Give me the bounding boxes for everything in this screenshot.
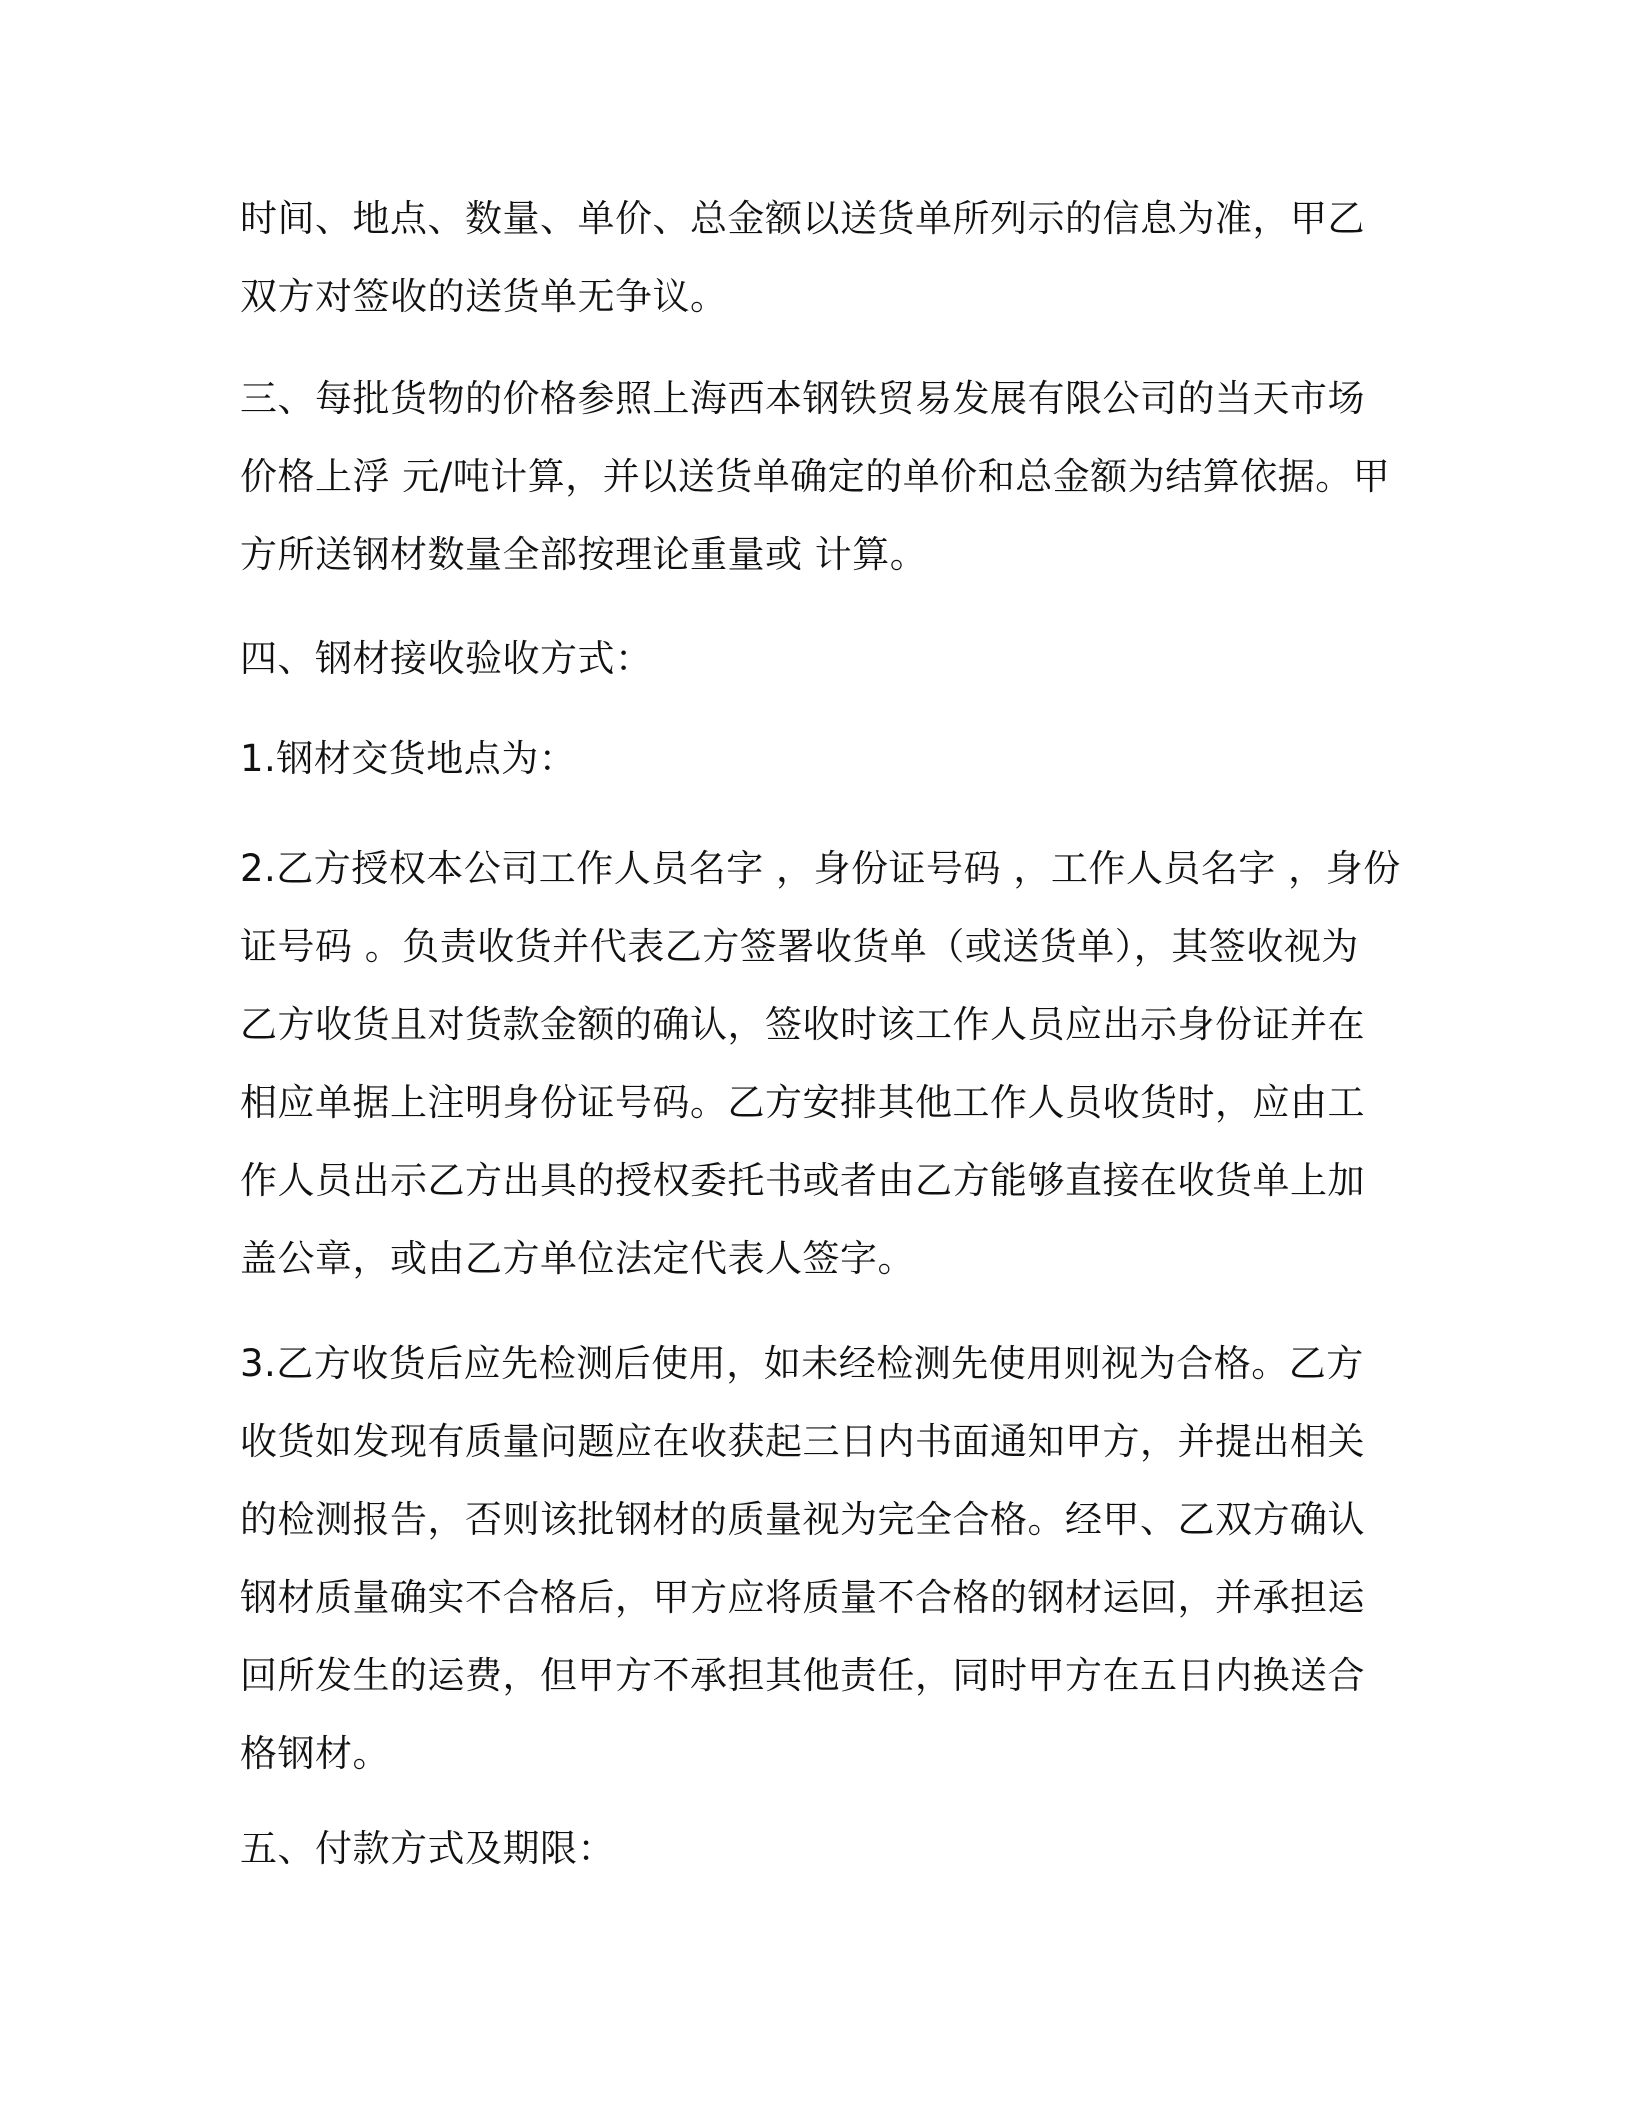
text-line: 时间、地点、数量、单价、总金额以送货单所列示的信息为准，甲乙 bbox=[240, 197, 1365, 240]
clause-4-2 bbox=[240, 830, 1401, 1298]
text-line: 盖公章，或由乙方单位法定代表人签字。 bbox=[240, 1237, 915, 1280]
clause-4-3 bbox=[240, 1325, 1380, 1793]
text-line: 价格上浮 元/吨计算，并以送货单确定的单价和总金额为结算依据。甲 bbox=[240, 455, 1391, 498]
text-line: 2.乙方授权本公司工作人员名字 ，身份证号码 ，工作人员名字 ，身份 bbox=[240, 847, 1401, 890]
paragraph-section-3-pricing bbox=[240, 360, 1391, 594]
paragraph-delivery-info bbox=[240, 180, 1380, 336]
text-line: 相应单据上注明身份证号码。乙方安排其他工作人员收货时，应由工 bbox=[240, 1081, 1365, 1124]
text-line: 1.钢材交货地点为： bbox=[240, 737, 577, 780]
text-line: 三、每批货物的价格参照上海西本钢铁贸易发展有限公司的当天市场 bbox=[240, 377, 1365, 420]
text-line: 钢材质量确实不合格后，甲方应将质量不合格的钢材运回，并承担运 bbox=[240, 1576, 1365, 1619]
section-heading-4 bbox=[240, 620, 1380, 698]
text-line: 双方对签收的送货单无争议。 bbox=[240, 275, 728, 318]
text-line: 乙方收货且对货款金额的确认，签收时该工作人员应出示身份证并在 bbox=[240, 1003, 1365, 1046]
text-line: 收货如发现有质量问题应在收获起三日内书面通知甲方，并提出相关 bbox=[240, 1420, 1365, 1463]
text-line: 3.乙方收货后应先检测后使用，如未经检测先使用则视为合格。乙方 bbox=[240, 1342, 1364, 1385]
text-line: 证号码 。负责收货并代表乙方签署收货单（或送货单），其签收视为 bbox=[240, 925, 1359, 968]
text-line: 的检测报告，否则该批钢材的质量视为完全合格。经甲、乙双方确认 bbox=[240, 1498, 1365, 1541]
text-line: 方所送钢材数量全部按理论重量或 计算。 bbox=[240, 533, 928, 576]
text-line: 四、钢材接收验收方式： bbox=[240, 637, 653, 680]
text-line: 格钢材。 bbox=[240, 1732, 390, 1775]
section-heading-5 bbox=[240, 1810, 1380, 1888]
text-line: 回所发生的运费，但甲方不承担其他责任，同时甲方在五日内换送合 bbox=[240, 1654, 1365, 1697]
text-line: 作人员出示乙方出具的授权委托书或者由乙方能够直接在收货单上加 bbox=[240, 1159, 1365, 1202]
clause-4-1 bbox=[240, 720, 1380, 798]
text-line: 五、付款方式及期限： bbox=[240, 1827, 615, 1870]
